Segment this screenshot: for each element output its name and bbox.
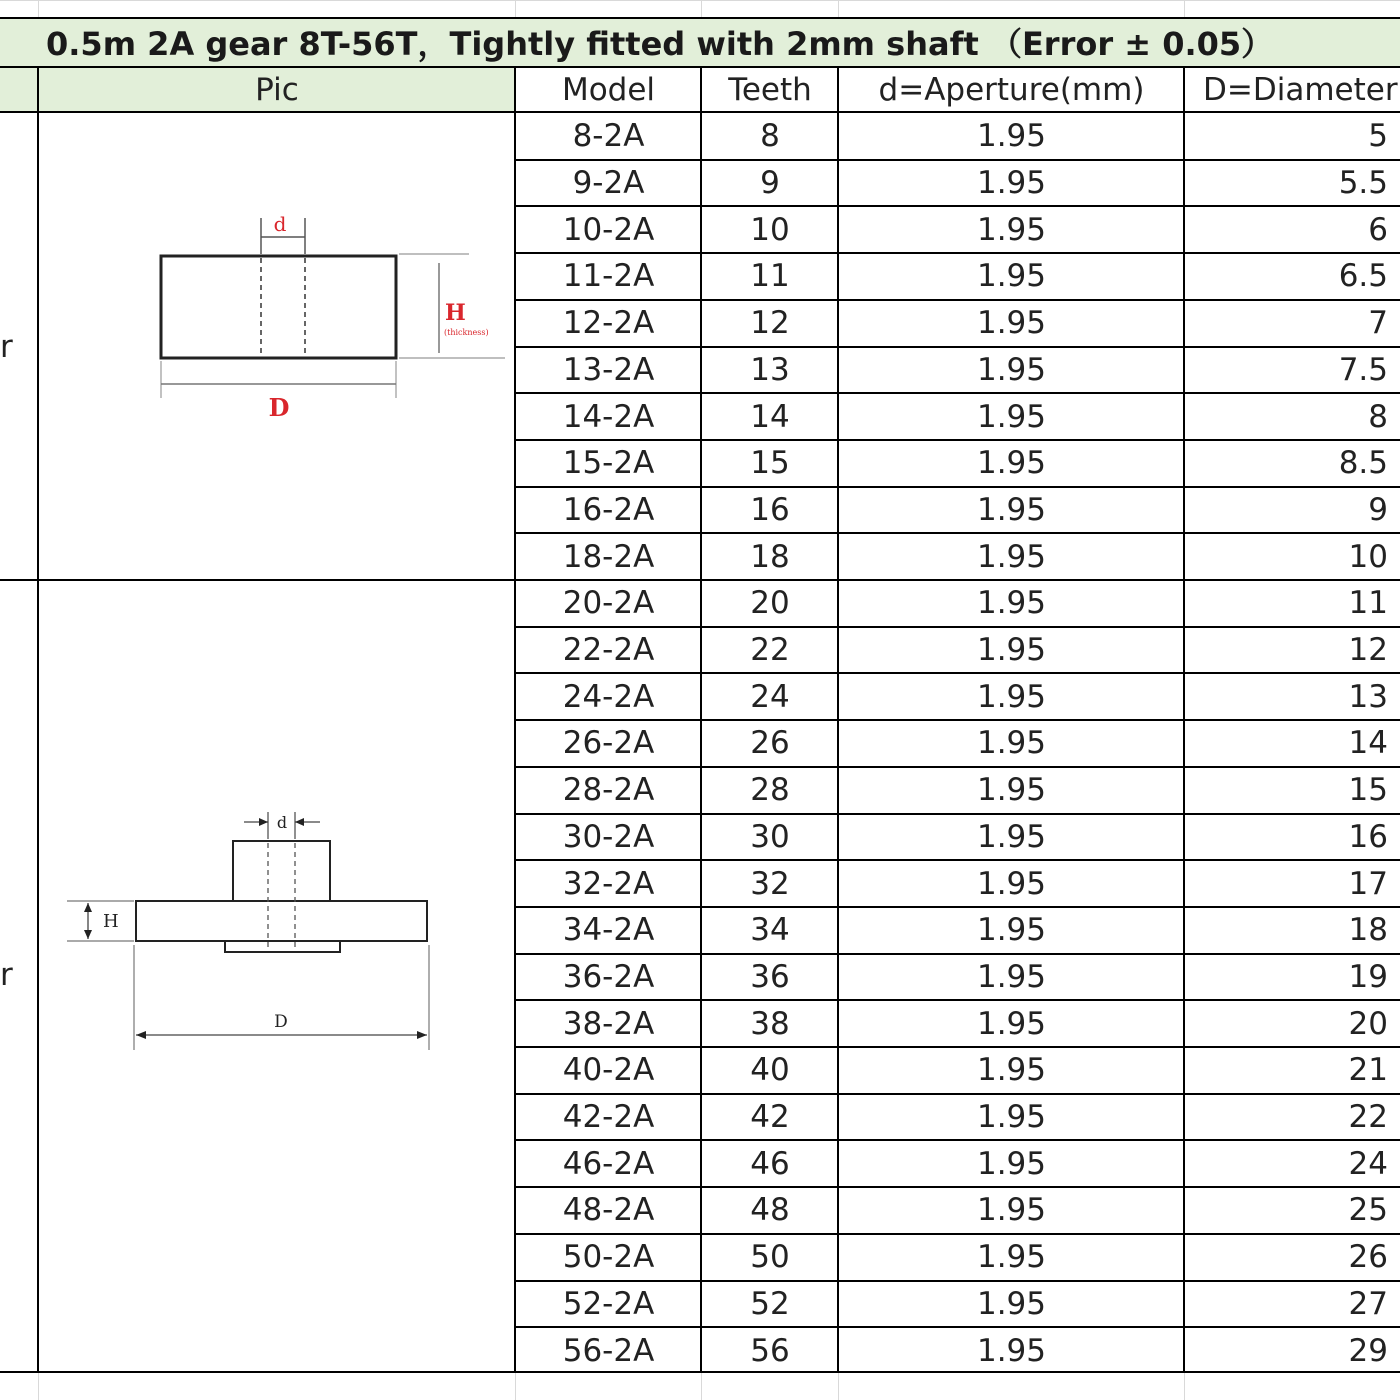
cell-model: 42-2A: [562, 1099, 655, 1136]
gear-body-outline: [136, 901, 427, 941]
grid-line: [37, 66, 39, 1373]
cell-aperture: 1.95: [976, 865, 1047, 902]
sheet-gridline: [515, 1373, 516, 1400]
grid-line: [515, 626, 1400, 628]
cell-model: 8-2A: [572, 118, 645, 155]
cell-teeth: 22: [750, 632, 790, 669]
cell-diameter: 22: [1348, 1099, 1388, 1136]
cell-teeth: 9: [760, 165, 780, 202]
sheet-gridline: [38, 1373, 39, 1400]
cell-model: 22-2A: [562, 632, 655, 669]
grid-line: [515, 1139, 1400, 1141]
cell-teeth: 12: [750, 305, 790, 342]
cell-diameter: 27: [1348, 1285, 1388, 1322]
cell-aperture: 1.95: [976, 585, 1047, 622]
cell-diameter: 20: [1348, 1005, 1388, 1042]
cell-aperture: 1.95: [976, 818, 1047, 855]
cell-diameter: 7.5: [1338, 351, 1388, 388]
grid-line: [515, 486, 1400, 488]
cell-diameter: 17: [1348, 865, 1388, 902]
cell-teeth: 48: [750, 1192, 790, 1229]
cell-model: 24-2A: [562, 678, 655, 715]
cell-aperture: 1.95: [976, 1192, 1047, 1229]
header-model: Model: [561, 72, 656, 108]
hub-gear-diagram: [39, 580, 515, 1372]
cell-teeth: 52: [750, 1285, 790, 1322]
cell-aperture: 1.95: [976, 1332, 1047, 1369]
arrow-head: [84, 903, 92, 912]
cell-teeth: 26: [750, 725, 790, 762]
grid-line: [515, 579, 1400, 581]
cell-teeth: 11: [750, 258, 790, 295]
grid-line: [515, 159, 1400, 161]
cell-diameter: 16: [1348, 818, 1388, 855]
grid-line: [0, 579, 515, 581]
cell-model: 46-2A: [562, 1145, 655, 1182]
gear-body-outline: [161, 256, 396, 358]
cell-aperture: 1.95: [976, 538, 1047, 575]
cell-model: 12-2A: [562, 305, 655, 342]
cell-model: 13-2A: [562, 351, 655, 388]
grid-line: [515, 205, 1400, 207]
cell-diameter: 8.5: [1338, 445, 1388, 482]
cell-diameter: 10: [1348, 538, 1388, 575]
cell-aperture: 1.95: [976, 958, 1047, 995]
cell-model: 26-2A: [562, 725, 655, 762]
header-diameter: D=Diameter: [1203, 72, 1398, 108]
cell-diameter: 8: [1368, 398, 1388, 435]
cell-diameter: 21: [1348, 1052, 1388, 1089]
cell-teeth: 15: [750, 445, 790, 482]
cell-diameter: 9: [1368, 491, 1388, 528]
cell-aperture: 1.95: [976, 1239, 1047, 1276]
cell-diameter: 13: [1348, 678, 1388, 715]
cell-aperture: 1.95: [976, 305, 1047, 342]
cell-model: 14-2A: [562, 398, 655, 435]
cell-teeth: 56: [750, 1332, 790, 1369]
cell-aperture: 1.95: [976, 1099, 1047, 1136]
cell-diameter: 6: [1368, 211, 1388, 248]
arrow-head: [84, 930, 92, 939]
group-label-partial: r: [0, 957, 13, 993]
cell-diameter: 6.5: [1338, 258, 1388, 295]
grid-line: [515, 1186, 1400, 1188]
cell-model: 40-2A: [562, 1052, 655, 1089]
cell-diameter: 19: [1348, 958, 1388, 995]
cell-model: 32-2A: [562, 865, 655, 902]
grid-line: [515, 299, 1400, 301]
grid-line: [515, 719, 1400, 721]
cell-model: 28-2A: [562, 772, 655, 809]
cell-aperture: 1.95: [976, 258, 1047, 295]
grid-line: [515, 1046, 1400, 1048]
cell-model: 16-2A: [562, 491, 655, 528]
cell-teeth: 32: [750, 865, 790, 902]
cell-aperture: 1.95: [976, 1145, 1047, 1182]
cell-teeth: 14: [750, 398, 790, 435]
cell-teeth: 13: [750, 351, 790, 388]
D-label: D: [274, 1012, 288, 1032]
grid-line: [0, 17, 1400, 19]
cell-teeth: 16: [750, 491, 790, 528]
sheet-gridline: [515, 0, 516, 18]
cell-aperture: 1.95: [976, 632, 1047, 669]
grid-line: [514, 66, 516, 1373]
sheet-gridline: [1184, 0, 1185, 18]
cell-teeth: 28: [750, 772, 790, 809]
cell-aperture: 1.95: [976, 118, 1047, 155]
sheet-gridline: [1184, 1373, 1185, 1400]
cell-model: 48-2A: [562, 1192, 655, 1229]
cell-diameter: 18: [1348, 912, 1388, 949]
grid-line: [515, 813, 1400, 815]
cell-model: 36-2A: [562, 958, 655, 995]
cell-diameter: 5.5: [1338, 165, 1388, 202]
cell-aperture: 1.95: [976, 165, 1047, 202]
cell-diameter: 14: [1348, 725, 1388, 762]
sheet-gridline: [701, 0, 702, 18]
grid-line: [837, 66, 839, 1373]
cell-aperture: 1.95: [976, 398, 1047, 435]
cell-aperture: 1.95: [976, 1005, 1047, 1042]
cell-model: 30-2A: [562, 818, 655, 855]
grid-line: [515, 439, 1400, 441]
grid-line: [515, 906, 1400, 908]
cell-teeth: 40: [750, 1052, 790, 1089]
header-aperture: d=Aperture(mm): [878, 72, 1145, 108]
cell-teeth: 8: [760, 118, 780, 155]
cell-diameter: 24: [1348, 1145, 1388, 1182]
cell-aperture: 1.95: [976, 1285, 1047, 1322]
cell-model: 9-2A: [572, 165, 645, 202]
cell-model: 34-2A: [562, 912, 655, 949]
arrow-head: [295, 818, 304, 826]
grid-line: [515, 766, 1400, 768]
spur-gear-diagram: [39, 113, 515, 579]
cell-aperture: 1.95: [976, 211, 1047, 248]
cell-teeth: 20: [750, 585, 790, 622]
cell-teeth: 30: [750, 818, 790, 855]
sheet-gridline: [38, 0, 39, 18]
cell-diameter: 29: [1348, 1332, 1388, 1369]
cell-model: 52-2A: [562, 1285, 655, 1322]
h-label: H: [103, 911, 119, 932]
cell-aperture: 1.95: [976, 491, 1047, 528]
cell-diameter: 26: [1348, 1239, 1388, 1276]
cell-aperture: 1.95: [976, 725, 1047, 762]
cell-teeth: 38: [750, 1005, 790, 1042]
grid-line: [515, 1280, 1400, 1282]
grid-line: [515, 346, 1400, 348]
cell-model: 56-2A: [562, 1332, 655, 1369]
D-label: D: [268, 393, 290, 422]
group-label-partial: r: [0, 329, 13, 365]
cell-diameter: 7: [1368, 305, 1388, 342]
grid-line: [515, 953, 1400, 955]
cell-model: 38-2A: [562, 1005, 655, 1042]
gear-hub-outline: [233, 841, 330, 901]
cell-aperture: 1.95: [976, 678, 1047, 715]
sheet-gridline: [701, 1373, 702, 1400]
h-sub-label: (thickness): [444, 328, 489, 337]
cell-model: 15-2A: [562, 445, 655, 482]
cell-model: 50-2A: [562, 1239, 655, 1276]
sheet-gridline: [838, 1373, 839, 1400]
arrow-head: [417, 1031, 427, 1039]
cell-model: 18-2A: [562, 538, 655, 575]
cell-diameter: 5: [1368, 118, 1388, 155]
grid-line: [515, 1093, 1400, 1095]
cell-teeth: 50: [750, 1239, 790, 1276]
h-label: H: [445, 300, 466, 326]
grid-line: [515, 859, 1400, 861]
cell-teeth: 46: [750, 1145, 790, 1182]
d-label: d: [276, 813, 288, 832]
cell-teeth: 42: [750, 1099, 790, 1136]
cell-aperture: 1.95: [976, 912, 1047, 949]
header-pic: Pic: [255, 72, 299, 108]
sheet-gridline: [0, 0, 1400, 1]
cell-diameter: 11: [1348, 585, 1388, 622]
cell-aperture: 1.95: [976, 1052, 1047, 1089]
cell-teeth: 24: [750, 678, 790, 715]
cell-aperture: 1.95: [976, 772, 1047, 809]
grid-line: [515, 1233, 1400, 1235]
cell-diameter: 12: [1348, 632, 1388, 669]
cell-diameter: 15: [1348, 772, 1388, 809]
arrow-head: [136, 1031, 146, 1039]
grid-line: [700, 66, 702, 1373]
grid-line: [515, 392, 1400, 394]
cell-teeth: 36: [750, 958, 790, 995]
arrow-head: [259, 818, 268, 826]
grid-line: [515, 672, 1400, 674]
grid-line: [515, 1326, 1400, 1328]
cell-aperture: 1.95: [976, 445, 1047, 482]
cell-teeth: 34: [750, 912, 790, 949]
cell-model: 11-2A: [562, 258, 655, 295]
d-label: d: [273, 212, 287, 236]
cell-model: 20-2A: [562, 585, 655, 622]
grid-line: [515, 532, 1400, 534]
gear-base-outline: [225, 941, 340, 952]
header-teeth: Teeth: [728, 72, 812, 108]
grid-line: [1183, 66, 1185, 1373]
cell-aperture: 1.95: [976, 351, 1047, 388]
cell-teeth: 18: [750, 538, 790, 575]
cell-teeth: 10: [750, 211, 790, 248]
grid-line: [515, 999, 1400, 1001]
cell-diameter: 25: [1348, 1192, 1388, 1229]
sheet-title: 0.5m 2A gear 8T-56T，Tightly fitted with 2mm shaft （Error ± 0.05）: [46, 25, 1274, 63]
cell-model: 10-2A: [562, 211, 655, 248]
grid-line: [515, 252, 1400, 254]
sheet-gridline: [838, 0, 839, 18]
